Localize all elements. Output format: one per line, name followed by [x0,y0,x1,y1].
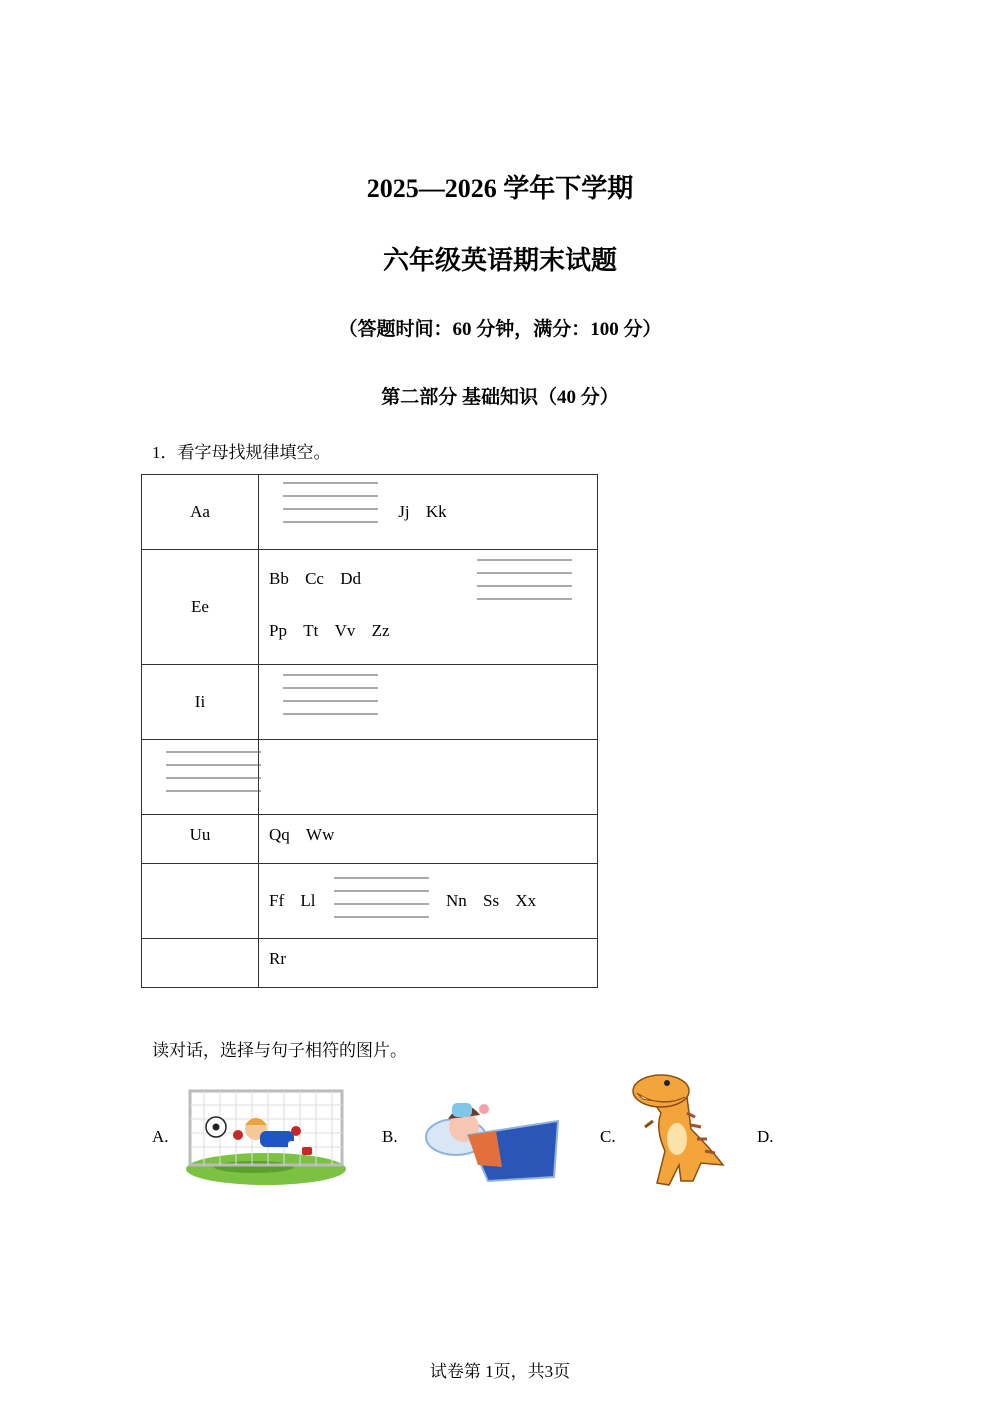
letter: Xx [515,891,537,910]
exam-info: （答题时间：60 分钟，满分：100 分） [338,319,662,340]
letter: Cc [305,569,324,588]
option-a-label[interactable]: A. [152,1127,169,1146]
letter: Pp [269,621,287,640]
exam-title: 六年级英语期末试题 [382,246,617,275]
letter: Tt [303,621,319,640]
letter: Ww [306,825,335,844]
vowel-letter: Ee [191,597,209,616]
letter: Zz [371,621,390,640]
table-cell-vowel [142,665,259,740]
letter: Ss [483,891,500,910]
goalkeeper-picture[interactable] [184,1087,349,1194]
writing-lines-blank[interactable] [334,875,429,919]
option-c-label[interactable]: C. [600,1127,616,1146]
letter: Bb [269,569,289,588]
writing-lines-blank[interactable] [166,749,261,793]
letter: Dd [340,569,362,588]
table-cell-consonants [259,740,598,815]
vowel-letter: Uu [189,825,211,844]
table-cell-vowel [142,864,259,939]
letter: Kk [425,502,447,521]
writing-lines-blank[interactable] [283,480,378,524]
letter: Rr [269,949,286,968]
table-cell-vowel [142,939,259,988]
question2-prompt: 读对话，选择与句子相符的图片。 [152,1041,407,1060]
letter: Ff [269,891,285,910]
option-b-label[interactable]: B. [382,1127,398,1146]
letter: Nn [445,891,467,910]
table-cell-vowel [142,475,259,550]
writing-lines-blank[interactable] [283,672,378,716]
table-row [142,939,598,988]
vowel-letter: Ii [194,692,206,711]
section-title: 第二部分 基础知识（40 分） [381,387,619,408]
table-cell-consonants [259,815,598,864]
vowel-letter: Aa [190,502,210,521]
table-cell-vowel [142,815,259,864]
letter: Jj [398,502,410,521]
letter: Vv [334,621,356,640]
letter: Qq [269,825,290,844]
option-d-label[interactable]: D. [757,1127,774,1146]
letter: Ll [300,891,316,910]
writing-lines-blank[interactable] [477,557,572,601]
table-cell-vowel [142,550,259,665]
dinosaur-picture[interactable] [631,1069,726,1194]
table-cell-consonants [259,939,598,988]
page-footer: 试卷第 1页，共3页 [429,1362,571,1381]
question1-prompt: 1．看字母找规律填空。 [152,443,331,462]
year-title: 2025—2026 学年下学期 [366,174,634,203]
table-row [142,815,598,864]
sick-child-picture[interactable] [418,1085,563,1190]
